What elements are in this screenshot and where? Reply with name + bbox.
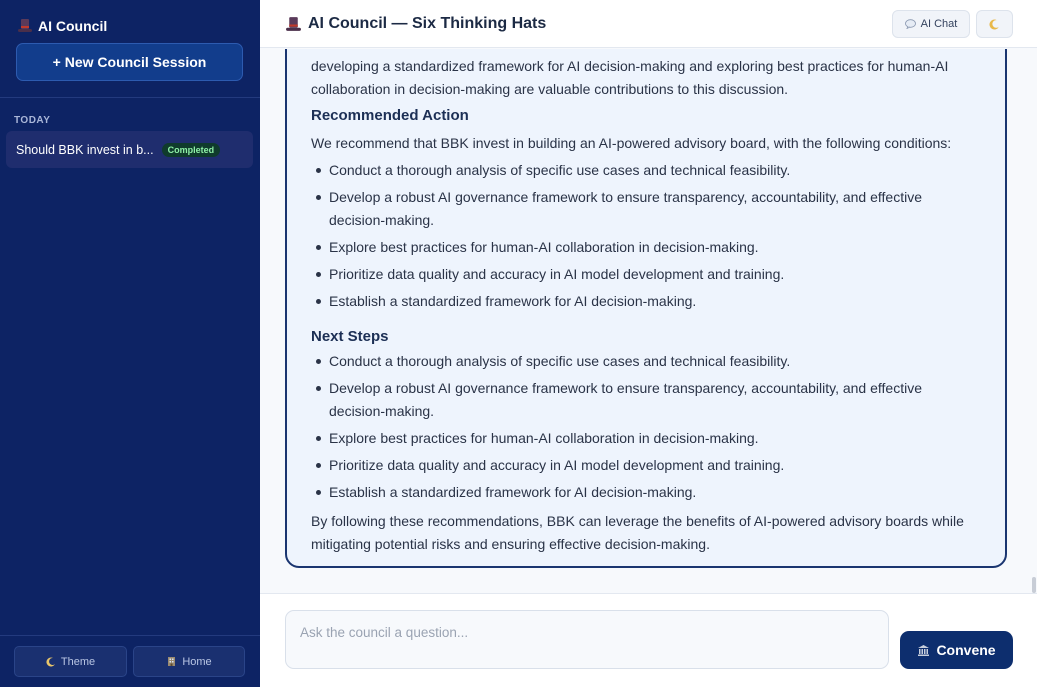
list-item: Develop a robust AI governance framework to ensure transparency, accountability, and effective decision-making. (311, 186, 981, 232)
list-item: Explore best practices for human-AI collaboration in decision-making. (311, 427, 981, 450)
session-title: Should BBK invest in b... (16, 142, 154, 157)
recommended-action-text: We recommend that BBK invest in building an AI-powered advisory board, with the following conditions: (311, 135, 952, 151)
building-icon (166, 656, 177, 667)
classical-building-icon (917, 644, 930, 657)
sidebar-divider (0, 97, 260, 98)
top-hat-icon (18, 18, 32, 34)
status-badge: Completed (162, 143, 221, 157)
session-list-item[interactable] (6, 131, 253, 168)
next-steps-list (311, 350, 981, 508)
convene-button-label: Convene (936, 642, 996, 658)
sidebar-footer-divider (0, 635, 260, 636)
recommended-action-list (311, 159, 981, 317)
top-hat-icon (286, 16, 301, 33)
home-button[interactable] (133, 646, 245, 677)
convene-button[interactable] (900, 631, 1013, 669)
ai-chat-button[interactable] (892, 10, 970, 38)
moon-icon (46, 657, 56, 667)
list-item: Explore best practices for human-AI collaboration in decision-making. (311, 236, 981, 259)
list-item: Establish a standardized framework for AI decision-making. (311, 481, 981, 504)
page-title-text: AI Council — Six Thinking Hats (308, 15, 547, 32)
page-title (286, 15, 546, 33)
list-item: Establish a standardized framework for AI decision-making. (311, 290, 981, 313)
sidebar-brand (18, 16, 107, 36)
new-council-session-button[interactable]: + New Council Session (16, 43, 243, 81)
report-conclusion-text: By following these recommendations, BBK can leverage the benefits of AI-powered advisory boards while mitigating potential risks and ensuring effective decision-making. (311, 513, 964, 552)
session-group-label: TODAY (14, 115, 51, 126)
speech-bubble-icon (905, 19, 916, 29)
ai-chat-button-label: AI Chat (920, 18, 958, 30)
recommended-action-heading: Recommended Action (311, 107, 469, 124)
composer-bar (260, 593, 1037, 687)
report-intro-text: developing a standardized framework for AI decision-making and exploring best practices for human-AI collaboration in decision-making are valuable contributions to this discussion. (311, 58, 949, 97)
next-steps-heading: Next Steps (311, 328, 389, 345)
moon-icon (989, 19, 1000, 30)
list-item: Conduct a thorough analysis of specific use cases and technical feasibility. (311, 159, 981, 182)
theme-button[interactable] (14, 646, 127, 677)
brand-label: AI Council (38, 18, 108, 34)
sidebar (0, 0, 260, 687)
council-report-area[interactable] (260, 49, 1037, 593)
theme-button-label: Theme (60, 655, 96, 668)
council-question-input[interactable] (285, 610, 889, 669)
dark-mode-toggle[interactable] (976, 10, 1013, 38)
list-item: Prioritize data quality and accuracy in AI model development and training. (311, 263, 981, 286)
list-item: Develop a robust AI governance framework to ensure transparency, accountability, and effective decision-making. (311, 377, 981, 423)
scrollbar-thumb[interactable] (1032, 577, 1036, 593)
list-item: Prioritize data quality and accuracy in AI model development and training. (311, 454, 981, 477)
top-header (260, 0, 1037, 48)
list-item: Conduct a thorough analysis of specific use cases and technical feasibility. (311, 350, 981, 373)
home-button-label: Home (182, 655, 212, 668)
council-report-card (285, 49, 1007, 568)
